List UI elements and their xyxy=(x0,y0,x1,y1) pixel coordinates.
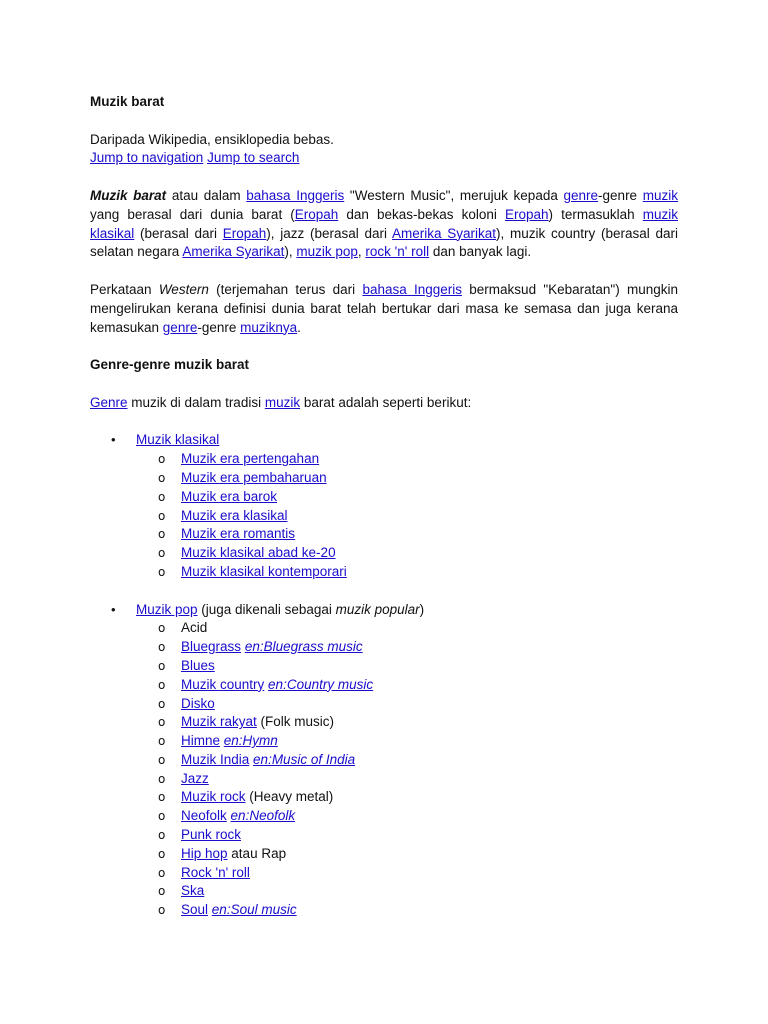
link-muzik-klasikal[interactable]: muzik klasikal xyxy=(90,206,679,241)
link-bahasa-inggeris-2[interactable]: bahasa Inggeris xyxy=(362,281,463,297)
list-item xyxy=(136,882,678,901)
bullet-circle: o xyxy=(158,470,166,485)
sublist-link[interactable]: Blues xyxy=(181,657,215,673)
pop-sublist xyxy=(136,619,678,920)
bullet-circle: o xyxy=(158,903,166,918)
classical-sublist xyxy=(136,450,678,582)
bullet-circle: o xyxy=(158,734,166,749)
list-item xyxy=(136,845,678,864)
link-muzik-2[interactable]: muzik xyxy=(264,394,301,410)
link-muziknya[interactable]: muziknya xyxy=(240,319,298,335)
bullet-circle: o xyxy=(158,546,166,561)
sublist-text: Acid xyxy=(181,620,208,636)
sublist-link[interactable]: Muzik era klasikal xyxy=(181,507,288,523)
interwiki-link[interactable]: en:Bluegrass music xyxy=(244,639,363,655)
jump-links xyxy=(90,149,678,168)
list-item xyxy=(136,469,678,488)
page-title: Muzik barat xyxy=(90,94,165,109)
intro-paragraph: Muzik barat atau dalam bahasa Inggeris "Western Music", merujuk kepada genre-genre muzik yang berasal dari dunia barat (Eropah dan bekas-bekas koloni Eropah) termasuklah muzik klasikal (berasal dari Eropah), jazz (berasal dari Amerika Syarikat), muzik country (berasal dari selatan negara Amerika Syarikat), muzik pop, rock 'n' roll dan banyak lagi. xyxy=(90,187,679,260)
list-item xyxy=(136,864,678,883)
bullet-circle: o xyxy=(158,508,166,523)
link-bahasa-inggeris[interactable]: bahasa Inggeris xyxy=(246,187,345,203)
list-item xyxy=(136,563,678,582)
link-amerika-syarikat-2[interactable]: Amerika Syarikat xyxy=(182,244,285,260)
genre-list xyxy=(90,431,678,581)
sublist-link[interactable]: Bluegrass xyxy=(181,639,242,655)
link-muzik-pop[interactable]: muzik pop xyxy=(296,244,358,260)
bullet-circle: o xyxy=(158,489,166,504)
bullet-circle: o xyxy=(158,715,166,730)
link-rock-n-roll[interactable]: rock 'n' roll xyxy=(365,244,430,260)
bullet-circle: o xyxy=(158,564,166,579)
bullet-circle: o xyxy=(158,621,166,636)
sublist-link[interactable]: Muzik country xyxy=(181,676,265,692)
bullet-circle: o xyxy=(158,658,166,673)
list-item xyxy=(136,676,678,695)
sublist-link[interactable]: Rock 'n' roll xyxy=(181,864,250,880)
article xyxy=(90,93,678,920)
link-amerika-syarikat[interactable]: Amerika Syarikat xyxy=(392,225,497,241)
bullet-circle: o xyxy=(158,677,166,692)
sublist-link[interactable]: Neofolk xyxy=(181,808,227,824)
bullet-disc: • xyxy=(111,432,116,448)
genre-list-2 xyxy=(90,601,678,921)
list-item xyxy=(136,544,678,563)
list-item-pop: • Muzik pop (juga dikenali sebagai muzik popular) o Acid o Bluegrass en:Bluegrass music o Blues o Muzik country en:Country music o Disko o Muzik rakyat (Folk music) o Himne en:Hymn o Muzik India en:Music of India o Jazz o Muzik rock (Heavy metal) o Neofolk en:Neofolk o Punk rock o Hip hop atau Rap o Rock 'n' roll o Ska o Soul en:Soul music xyxy=(90,601,678,921)
sublist-suffix: atau Rap xyxy=(227,845,287,861)
jump-to-search-link[interactable]: Jump to search xyxy=(207,150,300,166)
link-muzik-klasikal-list[interactable]: Muzik klasikal xyxy=(136,432,220,448)
bullet-circle: o xyxy=(158,884,166,899)
link-genre[interactable]: genre xyxy=(563,187,599,203)
bullet-circle: o xyxy=(158,640,166,655)
sublist-link[interactable]: Muzik rock xyxy=(181,789,246,805)
sublist-link[interactable]: Ska xyxy=(181,883,205,899)
bullet-disc: • xyxy=(111,601,116,617)
list-item xyxy=(136,695,678,714)
list-item xyxy=(136,732,678,751)
bullet-circle: o xyxy=(158,696,166,711)
genre-intro: Genre muzik di dalam tradisi muzik barat adalah seperti berikut: xyxy=(90,394,472,410)
list-item xyxy=(136,450,678,469)
list-item xyxy=(136,619,678,638)
sublist-link[interactable]: Punk rock xyxy=(181,827,242,843)
list-item xyxy=(136,826,678,845)
bullet-circle: o xyxy=(158,790,166,805)
sublist-link[interactable]: Muzik India xyxy=(181,751,250,767)
bullet-circle: o xyxy=(158,846,166,861)
interwiki-link[interactable]: en:Country music xyxy=(268,676,374,692)
intro-term: Muzik barat xyxy=(90,187,167,203)
list-item xyxy=(136,488,678,507)
link-genre-2[interactable]: genre xyxy=(162,319,198,335)
list-item-klasikal xyxy=(90,431,678,581)
list-item xyxy=(136,525,678,544)
list-item xyxy=(136,788,678,807)
sublist-link[interactable]: Jazz xyxy=(181,770,209,786)
sublist-link[interactable]: Hip hop xyxy=(181,845,228,861)
sublist-link[interactable]: Himne xyxy=(181,733,221,749)
sublist-link[interactable]: Disko xyxy=(181,695,215,711)
sublist-link[interactable]: Muzik era pertengahan xyxy=(181,451,320,467)
list-item xyxy=(136,507,678,526)
list-item xyxy=(136,751,678,770)
bullet-circle: o xyxy=(158,809,166,824)
link-muzik[interactable]: muzik xyxy=(642,187,679,203)
list-item xyxy=(136,657,678,676)
interwiki-link[interactable]: en:Music of India xyxy=(253,751,356,767)
link-eropah[interactable]: Eropah xyxy=(294,206,339,222)
sublist-link[interactable]: Muzik klasikal kontemporari xyxy=(181,563,347,579)
source-line: Daripada Wikipedia, ensiklopedia bebas. xyxy=(90,131,334,147)
sublist-suffix: (Folk music) xyxy=(256,714,335,730)
list-item xyxy=(136,713,678,732)
list-item xyxy=(136,807,678,826)
sublist-link[interactable]: Muzik era romantis xyxy=(181,526,296,542)
sublist-link[interactable]: Soul xyxy=(181,902,209,918)
sublist-suffix: (Heavy metal) xyxy=(245,789,334,805)
bullet-circle: o xyxy=(158,527,166,542)
bullet-circle: o xyxy=(158,771,166,786)
sublist-link[interactable]: Muzik klasikal abad ke-20 xyxy=(181,545,336,561)
sublist-link[interactable]: Muzik rakyat xyxy=(181,714,257,730)
list-item xyxy=(136,901,678,920)
link-genre-3[interactable]: Genre xyxy=(90,394,128,410)
interwiki-link[interactable]: en:Neofolk xyxy=(230,808,296,824)
interwiki-link[interactable]: en:Hymn xyxy=(223,733,278,749)
bullet-circle: o xyxy=(158,752,166,767)
western-paragraph: Perkataan Western (terjemahan terus dari bahasa Inggeris bermaksud "Kebaratan") mungkin mengelirukan kerana definisi dunia barat telah bertukar dari masa ke semasa dan juga kerana kemasukan genre-genre muziknya. xyxy=(90,281,678,335)
link-eropah-2[interactable]: Eropah xyxy=(505,206,549,222)
bullet-circle: o xyxy=(158,828,166,843)
link-eropah-3[interactable]: Eropah xyxy=(222,225,267,241)
jump-to-navigation-link[interactable]: Jump to navigation xyxy=(90,150,204,166)
bullet-circle: o xyxy=(158,452,166,467)
list-item xyxy=(136,770,678,789)
interwiki-link[interactable]: en:Soul music xyxy=(211,902,297,918)
sublist-link[interactable]: Muzik era barok xyxy=(181,488,278,504)
section-heading: Genre-genre muzik barat xyxy=(90,357,250,373)
bullet-circle: o xyxy=(158,865,166,880)
link-muzik-pop-list[interactable]: Muzik pop xyxy=(136,601,198,617)
list-item xyxy=(136,638,678,657)
sublist-link[interactable]: Muzik era pembaharuan xyxy=(181,469,327,485)
